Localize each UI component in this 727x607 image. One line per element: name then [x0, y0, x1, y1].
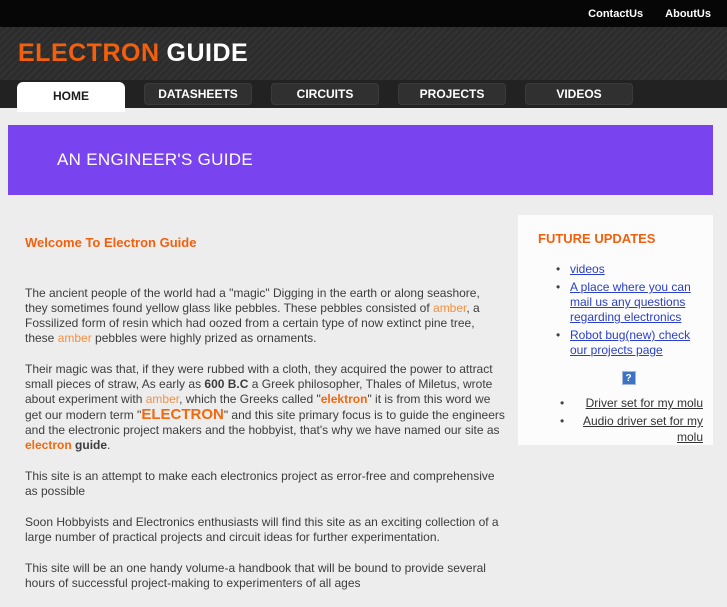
list-item — [538, 395, 703, 411]
paragraphs-container — [25, 286, 505, 591]
welcome-heading: Welcome To Electron Guide — [25, 235, 197, 250]
highlighted-text: amber — [57, 331, 92, 345]
body-text: " it is from this word we get our modern term " — [25, 392, 491, 422]
topbar — [0, 0, 727, 27]
list-item — [554, 262, 705, 277]
main-nav — [0, 80, 727, 108]
paragraph — [25, 286, 505, 346]
sidebar-heading: FUTURE UPDATES — [538, 231, 656, 246]
update-link[interactable]: Robot bug(new) check our projects page — [570, 328, 691, 357]
updates-list — [538, 262, 705, 358]
content-area — [0, 195, 727, 607]
hero-banner — [8, 125, 713, 195]
contact-us-link[interactable]: ContactUs — [588, 7, 644, 20]
question-mark-icon: ? — [622, 371, 636, 385]
update-link[interactable]: A place where you can mail us any questions regarding electronics — [570, 280, 691, 324]
tab-datasheets[interactable]: DATASHEETS — [144, 83, 252, 105]
download-link[interactable]: Audio driver set for my molu — [582, 414, 703, 444]
site-logo — [18, 39, 248, 68]
sidebar — [518, 215, 713, 445]
paragraph — [25, 469, 505, 499]
list-item — [554, 280, 705, 325]
list-item — [554, 328, 705, 358]
highlighted-text: elektron — [320, 392, 368, 406]
body-text: The ancient people of the world had a "magic" Digging in the earth or along seashore, they sometimes found yellow glass like pebbles. These pebbles consisted of — [25, 286, 480, 315]
list-item — [538, 413, 703, 445]
main-content — [25, 195, 505, 607]
logo-electron-text: ELECTRON — [18, 39, 160, 67]
tab-circuits[interactable]: CIRCUITS — [271, 83, 379, 105]
body-text: , a Fossilized form of resin which had oozed from a certain type of now extinct pine tree, these — [25, 301, 480, 345]
paragraph — [25, 515, 505, 545]
body-text: a Greek philosopher, Thales of Miletus, wrote about experiment with — [25, 377, 493, 406]
body-text: Their magic was that, if they were rubbed with a cloth, they acquired the power to attract small pieces of straw, As early as — [25, 362, 493, 391]
body-text: This site is an attempt to make each electronics project as error-free and comprehensive as possible — [25, 469, 495, 498]
update-link[interactable]: videos — [570, 262, 605, 276]
body-text: pebbles were highly prized as ornaments. — [91, 331, 317, 345]
paragraph — [25, 362, 505, 453]
body-text: This site will be an one handy volume-a handbook that will be bound to provide several hours of successful project-making to experimenters of all ages — [25, 561, 486, 590]
broken-image-icon — [538, 368, 705, 386]
tab-videos[interactable]: VIDEOS — [525, 83, 633, 105]
tab-home[interactable]: HOME — [17, 82, 125, 112]
logo-guide-text: GUIDE — [166, 39, 249, 67]
body-text: Soon Hobbyists and Electronics enthusiasts will find this site as an exciting collection of a large number of practical projects and circuit ideas for further experimentation. — [25, 515, 499, 544]
highlighted-text: amber — [433, 301, 467, 315]
downloads-list — [538, 395, 705, 445]
site-header — [0, 27, 727, 80]
banner-title: AN ENGINEER'S GUIDE — [57, 150, 253, 169]
highlighted-text: electron — [25, 438, 72, 452]
body-text: . — [107, 438, 111, 452]
highlighted-text: amber — [145, 392, 180, 406]
highlighted-text: 600 B.C — [204, 377, 249, 391]
paragraph — [25, 561, 505, 591]
body-text: " and this site primary focus is to guide the engineers and the electronic project makers and the hobbyist, that's why we have named our site as — [25, 408, 505, 437]
body-text: , which the Greeks called " — [179, 392, 321, 406]
highlighted-text: ELECTRON — [141, 406, 224, 423]
tab-projects[interactable]: PROJECTS — [398, 83, 506, 105]
download-link[interactable]: Driver set for my molu — [585, 396, 703, 410]
highlighted-text: guide — [75, 438, 108, 452]
about-us-link[interactable]: AboutUs — [665, 7, 711, 20]
